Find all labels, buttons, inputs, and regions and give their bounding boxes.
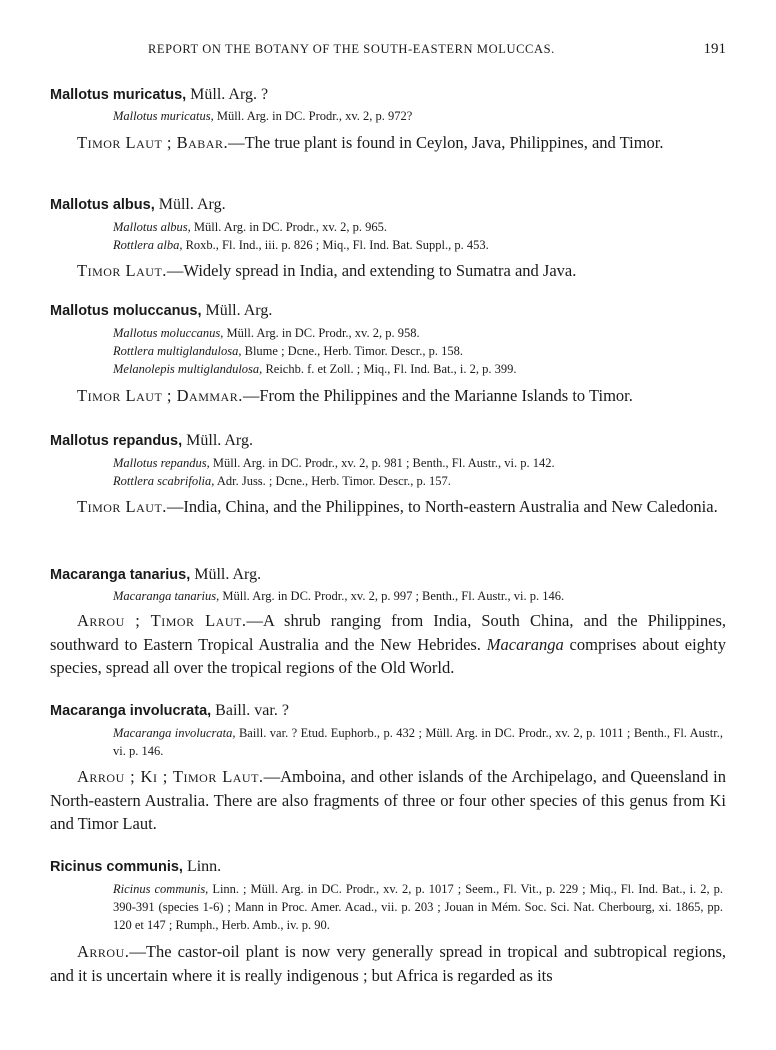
citation-taxon: Mallotus repandus,: [113, 456, 210, 470]
citation-ref: Blume ; Dcne., Herb. Timor. Descr., p. 158.: [241, 344, 463, 358]
body-text: —Amboina, and other islands of the Archipelago, and Queensland in North-eastern Australia. There are also fragments of three or four other species of this genus from Ki and Timor Laut.: [50, 767, 726, 833]
citation-line: [113, 342, 723, 360]
entry-body: [50, 259, 726, 283]
entry-body: [50, 765, 726, 836]
species-name: Mallotus albus,: [50, 197, 155, 213]
body-text: —The castor-oil plant is now very generally spread in tropical and subtropical regions, and it is uncertain where it is really indigenous ; but Africa is regarded as its: [50, 942, 726, 985]
citation-line: [113, 236, 723, 254]
locality: Timor Laut ; Babar.: [77, 133, 229, 152]
entry-body: [50, 609, 726, 680]
species-heading: [50, 858, 221, 876]
species-name: Mallotus repandus,: [50, 433, 183, 449]
running-header: [148, 42, 726, 57]
citation-taxon: Mallotus albus,: [113, 220, 191, 234]
species-name: Macaranga involucrata,: [50, 703, 212, 719]
species-authority: Müll. Arg.: [201, 302, 273, 319]
citation-ref: Baill. var. ? Etud. Euphorb., p. 432 ; Müll. Arg. in DC. Prodr., xv. 2, p. 1011 ; Benth., Fl. Austr., vi. p. 146.: [113, 726, 723, 758]
citation-ref: Adr. Juss. ; Dcne., Herb. Timor. Descr., p. 157.: [214, 474, 451, 488]
citation-line: [113, 454, 723, 472]
citation-ref: Linn. ; Müll. Arg. in DC. Prodr., xv. 2, p. 1017 ; Seem., Fl. Vit., p. 229 ; Miq., Fl. Ind. Bat., i. 2, p. 390-391 (species 1-6) ; Mann in Proc. Amer. Acad., vii. p. 203 ; Jouan in Mém. Soc. Sci. Nat. Cherbourg, xi. 1865, pp. 120 et 147 ; Rumph., Herb. Amb., iv. p. 90.: [113, 882, 723, 932]
species-authority: Linn.: [182, 858, 222, 875]
entry-body: [50, 384, 726, 408]
citation-taxon: Mallotus moluccanus,: [113, 326, 224, 340]
species-authority: Baill. var. ?: [211, 702, 289, 719]
citation-taxon: Rottlera alba,: [113, 238, 183, 252]
citation-line: [113, 218, 723, 236]
running-title: REPORT ON THE BOTANY OF THE SOUTH-EASTERN MOLUCCAS.: [148, 42, 555, 56]
citation-taxon: Ricinus communis,: [113, 882, 209, 896]
locality: Timor Laut.: [77, 261, 167, 280]
body-text: —The true plant is found in Ceylon, Java, Philippines, and Timor.: [228, 133, 664, 152]
entry-body: [50, 131, 726, 155]
citation-line: [113, 324, 723, 342]
species-heading: [50, 196, 226, 214]
citation-line: [113, 880, 723, 934]
body-text: —India, China, and the Philippines, to North-eastern Australia and New Caledonia.: [166, 497, 718, 516]
body-text: —Widely spread in India, and extending to Sumatra and Java.: [166, 261, 577, 280]
species-heading: [50, 702, 289, 720]
species-authority: Müll. Arg.: [182, 432, 253, 449]
body-text-continued: comprises about eighty species, spread all over the tropical regions of the Old World.: [50, 634, 726, 677]
citation-taxon: Macaranga tanarius,: [113, 589, 220, 603]
species-authority: Müll. Arg.: [190, 566, 262, 583]
citation-ref: Müll. Arg. in DC. Prodr., xv. 2, p. 958.: [223, 326, 420, 340]
entry-body: [50, 940, 726, 987]
species-authority: Müll. Arg. ?: [186, 86, 269, 103]
species-heading: [50, 302, 272, 320]
body-text: —A shrub ranging from India, South China, and the Philippines, southward to Eastern Tropical Australia and the New Hebrides.: [50, 611, 726, 654]
citation-ref: Müll. Arg. in DC. Prodr., xv. 2, p. 965.: [190, 220, 387, 234]
locality: Arrou ; Timor Laut.: [77, 611, 247, 630]
species-name: Mallotus moluccanus,: [50, 303, 202, 319]
locality: Timor Laut.: [77, 497, 167, 516]
italic-genus: Macaranga: [486, 634, 564, 654]
citation-ref: Müll. Arg. in DC. Prodr., xv. 2, p. 981 ; Benth., Fl. Austr., vi. p. 142.: [209, 456, 555, 470]
citation-ref: Müll. Arg. in DC. Prodr., xv. 2, p. 997 ; Benth., Fl. Austr., vi. p. 146.: [219, 589, 565, 603]
species-name: Ricinus communis,: [50, 859, 183, 875]
species-heading: [50, 432, 253, 450]
citation-ref: Roxb., Fl. Ind., iii. p. 826 ; Miq., Fl. Ind. Bat. Suppl., p. 453.: [182, 238, 489, 252]
species-heading: [50, 566, 261, 584]
page-number: 191: [703, 41, 726, 57]
species-name: Mallotus muricatus,: [50, 87, 187, 103]
citation-line: [113, 472, 723, 490]
species-authority: Müll. Arg.: [154, 196, 226, 213]
body-text: —From the Philippines and the Marianne Islands to Timor.: [242, 386, 633, 405]
locality: Timor Laut ; Dammar.: [77, 386, 243, 405]
entry-body: [50, 495, 726, 519]
citation-taxon: Mallotus muricatus,: [113, 109, 214, 123]
locality: Arrou.: [77, 942, 130, 961]
citation-ref: Müll. Arg. in DC. Prodr., xv. 2, p. 972?: [213, 109, 413, 123]
citation-taxon: Rottlera scabrifolia,: [113, 474, 215, 488]
citation-line: [113, 360, 723, 378]
citation-line: [113, 587, 723, 605]
citation-line: [113, 107, 723, 125]
locality: Arrou ; Ki ; Timor Laut.: [77, 767, 264, 786]
citation-taxon: Macaranga involucrata,: [113, 726, 236, 740]
species-heading: [50, 86, 268, 104]
citation-taxon: Rottlera multiglandulosa,: [113, 344, 242, 358]
citation-line: [113, 724, 723, 760]
citation-taxon: Melanolepis multiglandulosa,: [113, 362, 263, 376]
species-name: Macaranga tanarius,: [50, 567, 191, 583]
citation-ref: Reichb. f. et Zoll. ; Miq., Fl. Ind. Bat., i. 2, p. 399.: [262, 362, 517, 376]
